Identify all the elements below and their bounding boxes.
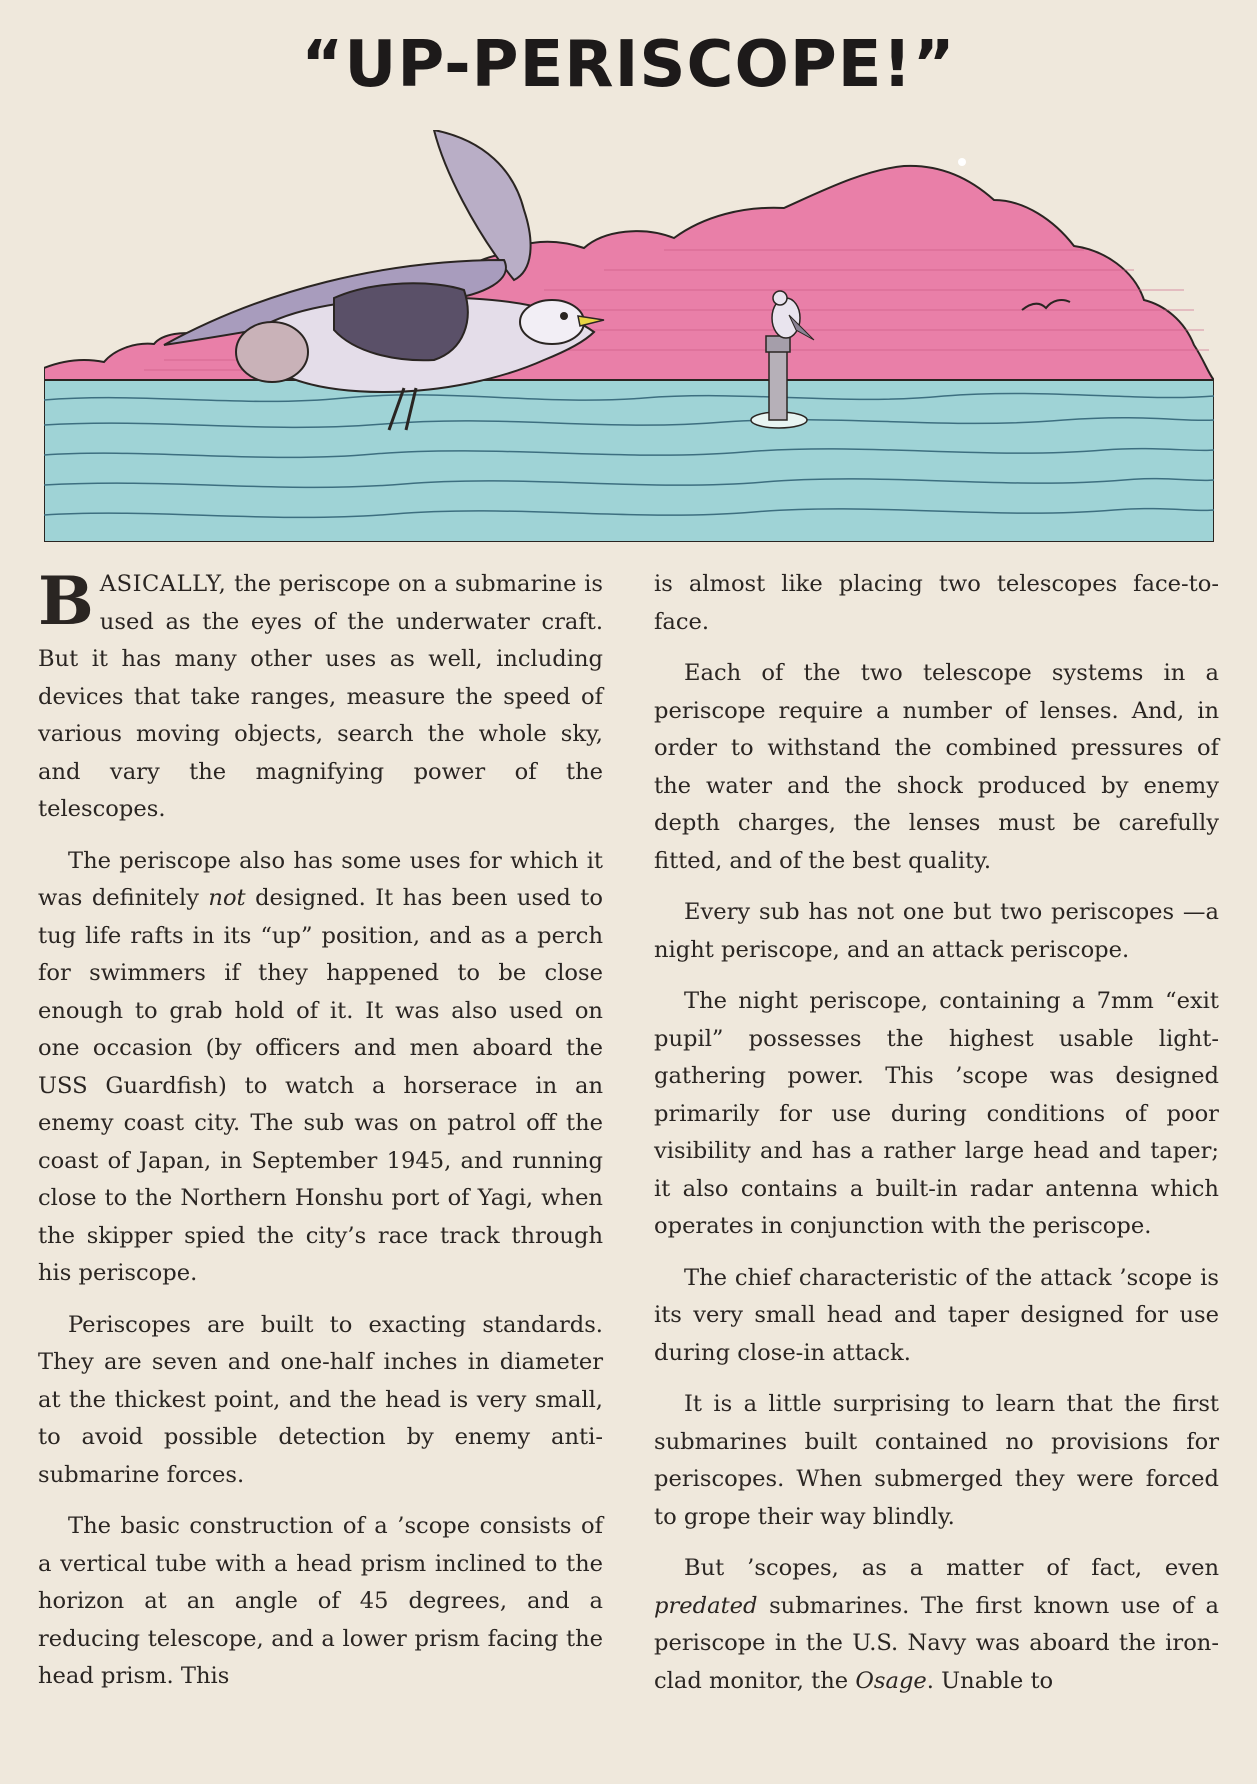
paragraph-1 — [38, 562, 603, 829]
article-column-right — [654, 566, 1219, 1714]
pink-cloud-shape — [44, 166, 1214, 380]
paragraph-8: The night periscope, containing a 7mm “exit pupil” possesses the highest usable light-gathering power. This ’scope was designed primarily for use during conditions of poor visibility and has a rather large head and taper; it also contains a built-in radar antenna which operates in conjunction with the periscope. — [654, 988, 1219, 1239]
seagull-periscope-illustration — [44, 130, 1214, 542]
paragraph-2 — [38, 843, 603, 1293]
lead-caps: ASICALLY, — [99, 571, 227, 597]
seagull-and-periscope-icon — [44, 130, 1214, 542]
paragraph-1-text: the periscope on a submarine is used as the eyes of the underwater craft. But it has many other uses as well, including devices that take ranges, measure the speed of various moving objects, search the whole sky, and vary the magnifying power of the telescopes. — [38, 571, 603, 822]
paragraph-10: It is a little surprising to learn that the first submarines built contained no provisions for periscopes. When submerged they were forced to grope their way blindly. — [654, 1391, 1219, 1530]
paragraph-2-text-b: designed. It has been used to tug life rafts in its “up” position, and as a perch for swimmers if they happened to be close enough to grab hold of it. It was also used on one occasion (by officers and men aboard the USS Guardfish) to watch a horserace in an enemy coast city. The sub was on patrol off the coast of Japan, in September 1945, and running close to the Northern Honshu port of Yagi, when the skipper spied the city’s race track through his periscope. — [38, 885, 603, 1286]
paragraph-11-emphasis-b: Osage — [855, 1667, 927, 1694]
seagull-tail — [236, 322, 308, 382]
paragraph-11-text-a: But ’scopes, as a matter of fact, even — [684, 1555, 1219, 1581]
paragraph-2-emphasis: not — [208, 885, 246, 911]
paragraph-4: The basic construction of a ’scope consists of a vertical tube with a head prism inclined to the horizon at an angle of 45 degrees, and a reducing telescope, and a lower prism facing the head prism. This — [38, 1513, 603, 1689]
paragraph-11 — [654, 1550, 1219, 1700]
seagull-head — [520, 300, 584, 344]
seagull-eye — [560, 312, 568, 320]
paragraph-7: Every sub has not one but two periscopes —a night periscope, and an attack periscope. — [654, 899, 1219, 963]
sea-area — [44, 380, 1214, 542]
paragraph-3: Periscopes are built to exacting standards. They are seven and one-half inches in diameter at the thickest point, and the head is very small, to avoid possible detection by enemy anti-submarine forces. — [38, 1311, 603, 1488]
seagull-upper-wing — [434, 130, 531, 280]
paragraph-9: The chief characteristic of the attack ’scope is its very small head and taper designed for use during close-in attack. — [654, 1264, 1219, 1366]
paragraph-11-text-b: submarines. The first known use of a periscope in the U.S. Navy was aboard the iron-clad monitor, the — [654, 1592, 1219, 1694]
paragraph-11-emphasis-a: predated — [654, 1592, 758, 1619]
paragraph-11-text-c: . Unable to — [926, 1667, 1054, 1694]
paragraph-2-text-a: The periscope also has some uses for which it was definitely — [38, 847, 603, 911]
paragraph-5: is almost like placing two telescopes face-to-face. — [654, 571, 1219, 635]
moon-dot — [958, 158, 966, 166]
drop-cap: B — [38, 562, 94, 640]
article-column-left — [38, 562, 603, 1710]
paragraph-6: Each of the two telescope systems in a periscope require a number of lenses. And, in order to withstand the combined pressures of the water and the shock produced by enemy depth charges, the lenses must be carefully fitted, and of the best quality. — [654, 660, 1219, 874]
page-title: “UP-PERISCOPE!” — [301, 28, 956, 102]
